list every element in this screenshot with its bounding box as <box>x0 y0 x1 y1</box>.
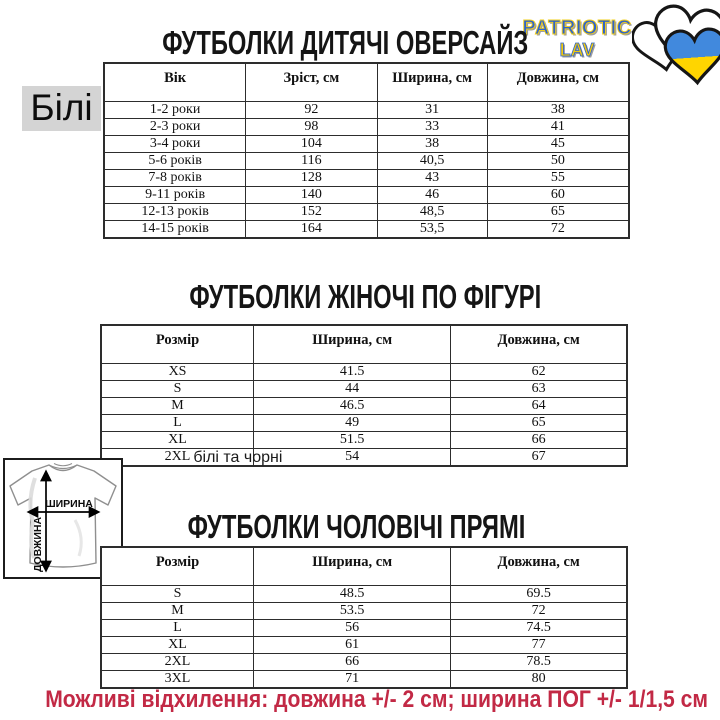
column-header: Довжина, см <box>451 325 627 363</box>
table-cell: 5-6 років <box>104 152 246 169</box>
column-header: Ширина, см <box>377 63 487 101</box>
table-cell: 62 <box>451 363 627 380</box>
length-arrow-label: ДОВЖИНА <box>32 516 44 572</box>
table-cell: XS <box>101 363 254 380</box>
table-row <box>104 135 629 152</box>
table-cell: 66 <box>254 653 451 670</box>
table-cell: 46.5 <box>254 397 451 414</box>
table-cell: 45 <box>487 135 629 152</box>
table-cell: 44 <box>254 380 451 397</box>
table-row <box>101 619 627 636</box>
table-cell: 50 <box>487 152 629 169</box>
table-row <box>101 363 627 380</box>
table-cell: 60 <box>487 186 629 203</box>
table-cell: 53.5 <box>254 602 451 619</box>
kids-size-table <box>103 62 630 239</box>
table-cell: 67 <box>451 448 627 466</box>
column-header: Зріст, см <box>246 63 377 101</box>
column-header: Довжина, см <box>487 63 629 101</box>
table-cell: 31 <box>377 101 487 118</box>
table-cell: 3XL <box>101 670 254 688</box>
table-cell: 2-3 роки <box>104 118 246 135</box>
table-cell: 56 <box>254 619 451 636</box>
table-cell: 48.5 <box>254 585 451 602</box>
table-row <box>101 585 627 602</box>
table-row <box>104 118 629 135</box>
table-row <box>101 431 627 448</box>
table-cell: 38 <box>487 101 629 118</box>
table-cell: 7-8 років <box>104 169 246 186</box>
table-row <box>101 380 627 397</box>
column-header: Розмір <box>101 547 254 585</box>
table-cell: S <box>101 585 254 602</box>
table-cell: 80 <box>451 670 627 688</box>
table-cell: 92 <box>246 101 377 118</box>
table-cell: 128 <box>246 169 377 186</box>
table-row <box>101 670 627 688</box>
table-row <box>104 220 629 238</box>
table-cell: 72 <box>487 220 629 238</box>
table-cell: 65 <box>487 203 629 220</box>
table-cell: 9-11 років <box>104 186 246 203</box>
brand-name-line2: LAV <box>559 40 595 60</box>
table-cell: L <box>101 414 254 431</box>
table-cell: 3-4 роки <box>104 135 246 152</box>
table-row <box>101 636 627 653</box>
column-header: Вік <box>104 63 246 101</box>
table-cell: 46 <box>377 186 487 203</box>
table-row <box>104 203 629 220</box>
table-cell: 104 <box>246 135 377 152</box>
table-cell: 48,5 <box>377 203 487 220</box>
table-row <box>101 397 627 414</box>
table-row <box>104 169 629 186</box>
table-cell: 2XL <box>101 653 254 670</box>
men-size-table <box>100 546 628 689</box>
table-row <box>101 653 627 670</box>
table-cell: 78.5 <box>451 653 627 670</box>
table-row <box>101 448 627 466</box>
table-cell: XL <box>101 636 254 653</box>
tolerance-note <box>0 686 720 714</box>
table-cell: M <box>101 602 254 619</box>
column-header: Розмір <box>101 325 254 363</box>
ukraine-hearts-icon <box>632 2 720 98</box>
table-cell: 49 <box>254 414 451 431</box>
table-cell: 1-2 роки <box>104 101 246 118</box>
header-row <box>101 547 627 585</box>
header-row <box>104 63 629 101</box>
table-cell: 64 <box>451 397 627 414</box>
table-cell: 55 <box>487 169 629 186</box>
table-cell: 140 <box>246 186 377 203</box>
section-title-women-text: ФУТБОЛКИ ЖІНОЧІ ПО ФІГУРІ <box>189 277 541 316</box>
section-title-men <box>72 508 642 546</box>
width-arrow-label: ШИРИНА <box>45 498 93 510</box>
table-cell: 77 <box>451 636 627 653</box>
table-cell: 53,5 <box>377 220 487 238</box>
table-cell: 12-13 років <box>104 203 246 220</box>
section-title-kids <box>60 24 630 62</box>
table-cell: 61 <box>254 636 451 653</box>
table-row <box>104 186 629 203</box>
table-cell: 152 <box>246 203 377 220</box>
table-cell: 74.5 <box>451 619 627 636</box>
table-cell: 2XL білі та чорні <box>101 448 254 466</box>
table-cell: 116 <box>246 152 377 169</box>
column-header: Ширина, см <box>254 547 451 585</box>
row-note: білі та чорні <box>193 448 283 466</box>
column-header: Довжина, см <box>451 547 627 585</box>
table-cell: 51.5 <box>254 431 451 448</box>
table-row <box>101 602 627 619</box>
women-size-table <box>100 324 628 467</box>
table-row <box>101 414 627 431</box>
header-row <box>101 325 627 363</box>
tolerance-note-text: Можливі відхилення: довжина +/- 2 см; ширина ПОГ +/- 1/1,5 см <box>45 686 709 713</box>
table-cell: XL <box>101 431 254 448</box>
table-cell: 41.5 <box>254 363 451 380</box>
table-cell: S <box>101 380 254 397</box>
section-title-men-text: ФУТБОЛКИ ЧОЛОВІЧІ ПРЯМІ <box>188 507 526 546</box>
brand-name-line1: PATRIOTIC <box>522 17 632 39</box>
table-cell: 164 <box>246 220 377 238</box>
section-title-women <box>80 278 650 316</box>
table-cell: 98 <box>246 118 377 135</box>
table-cell: 63 <box>451 380 627 397</box>
section-title-kids-text: ФУТБОЛКИ ДИТЯЧІ ОВЕРСАЙЗ <box>161 23 529 62</box>
table-cell: L <box>101 619 254 636</box>
table-cell: 38 <box>377 135 487 152</box>
column-header: Ширина, см <box>254 325 451 363</box>
table-cell: 33 <box>377 118 487 135</box>
table-cell: 14-15 років <box>104 220 246 238</box>
table-cell: 54 <box>254 448 451 466</box>
table-cell: 41 <box>487 118 629 135</box>
table-row <box>104 101 629 118</box>
table-cell: 43 <box>377 169 487 186</box>
white-color-label: Білі <box>22 86 101 131</box>
table-row <box>104 152 629 169</box>
table-cell: 66 <box>451 431 627 448</box>
table-cell: 65 <box>451 414 627 431</box>
table-cell: 40,5 <box>377 152 487 169</box>
table-cell: 72 <box>451 602 627 619</box>
table-cell: 71 <box>254 670 451 688</box>
table-cell: M <box>101 397 254 414</box>
table-cell: 69.5 <box>451 585 627 602</box>
